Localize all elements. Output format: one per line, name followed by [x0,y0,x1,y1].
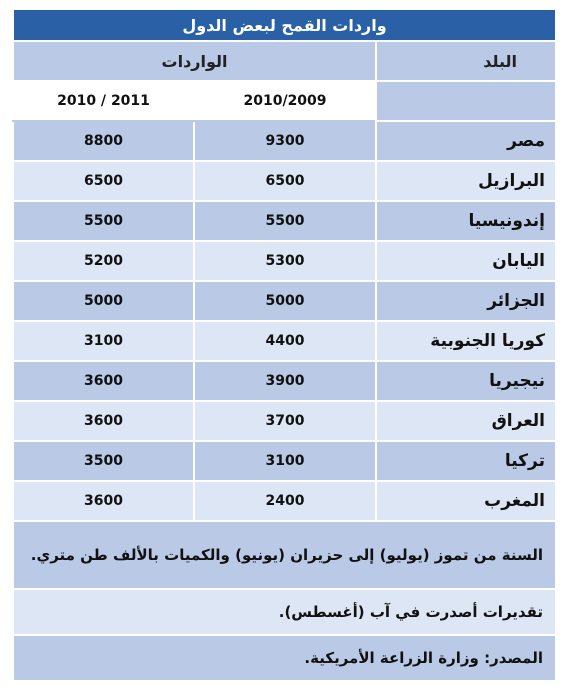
imports-2010-2011: 8800 [13,121,194,161]
imports-2009-2010: 2400 [194,481,376,521]
wheat-imports-table-container [12,8,555,682]
imports-2009-2010: 6500 [194,161,376,201]
imports-2009-2010: 4400 [194,321,376,361]
country-name: اليابان [376,241,556,281]
imports-2010-2011: 3600 [13,361,194,401]
table-title: واردات القمح لبعض الدول [13,9,556,41]
imports-2010-2011: 3600 [13,481,194,521]
imports-2009-2010: 5300 [194,241,376,281]
imports-2010-2011: 6500 [13,161,194,201]
country-name: تركيا [376,441,556,481]
table-row [13,121,556,161]
imports-2009-2010: 5000 [194,281,376,321]
table-row [13,161,556,201]
imports-2010-2011: 3500 [13,441,194,481]
table-row [13,441,556,481]
imports-2010-2011: 5000 [13,281,194,321]
table-row [13,281,556,321]
country-name: نيجيريا [376,361,556,401]
header-year-2010-2011: 2011 / 2010 [13,81,194,121]
table-row [13,201,556,241]
table-row [13,241,556,281]
table-row [13,321,556,361]
imports-2009-2010: 5500 [194,201,376,241]
country-name: كوريا الجنوبية [376,321,556,361]
country-name: العراق [376,401,556,441]
note-period: السنة من تموز (يوليو) إلى حزيران (يونيو) والكميات بالألف طن متري. [13,521,556,589]
imports-2009-2010: 3900 [194,361,376,401]
country-name: إندونيسيا [376,201,556,241]
table-row [13,361,556,401]
imports-2009-2010: 9300 [194,121,376,161]
header-country-blank [376,81,556,121]
imports-2009-2010: 3100 [194,441,376,481]
country-name: الجزائر [376,281,556,321]
imports-2010-2011: 3600 [13,401,194,441]
note-estimates: تقديرات أصدرت في آب (أغسطس). [13,589,556,635]
header-country: البلد [376,41,556,81]
imports-2009-2010: 3700 [194,401,376,441]
table-row [13,481,556,521]
header-year-2009-2010: 2010/2009 [194,81,376,121]
table-body [13,121,556,521]
imports-2010-2011: 5200 [13,241,194,281]
country-name: المغرب [376,481,556,521]
imports-2010-2011: 3100 [13,321,194,361]
country-name: البرازيل [376,161,556,201]
imports-2010-2011: 5500 [13,201,194,241]
table-row [13,401,556,441]
header-imports: الواردات [13,41,376,81]
country-name: مصر [376,121,556,161]
wheat-imports-table [12,8,557,682]
note-source: المصدر: وزارة الزراعة الأمريكية. [13,635,556,681]
